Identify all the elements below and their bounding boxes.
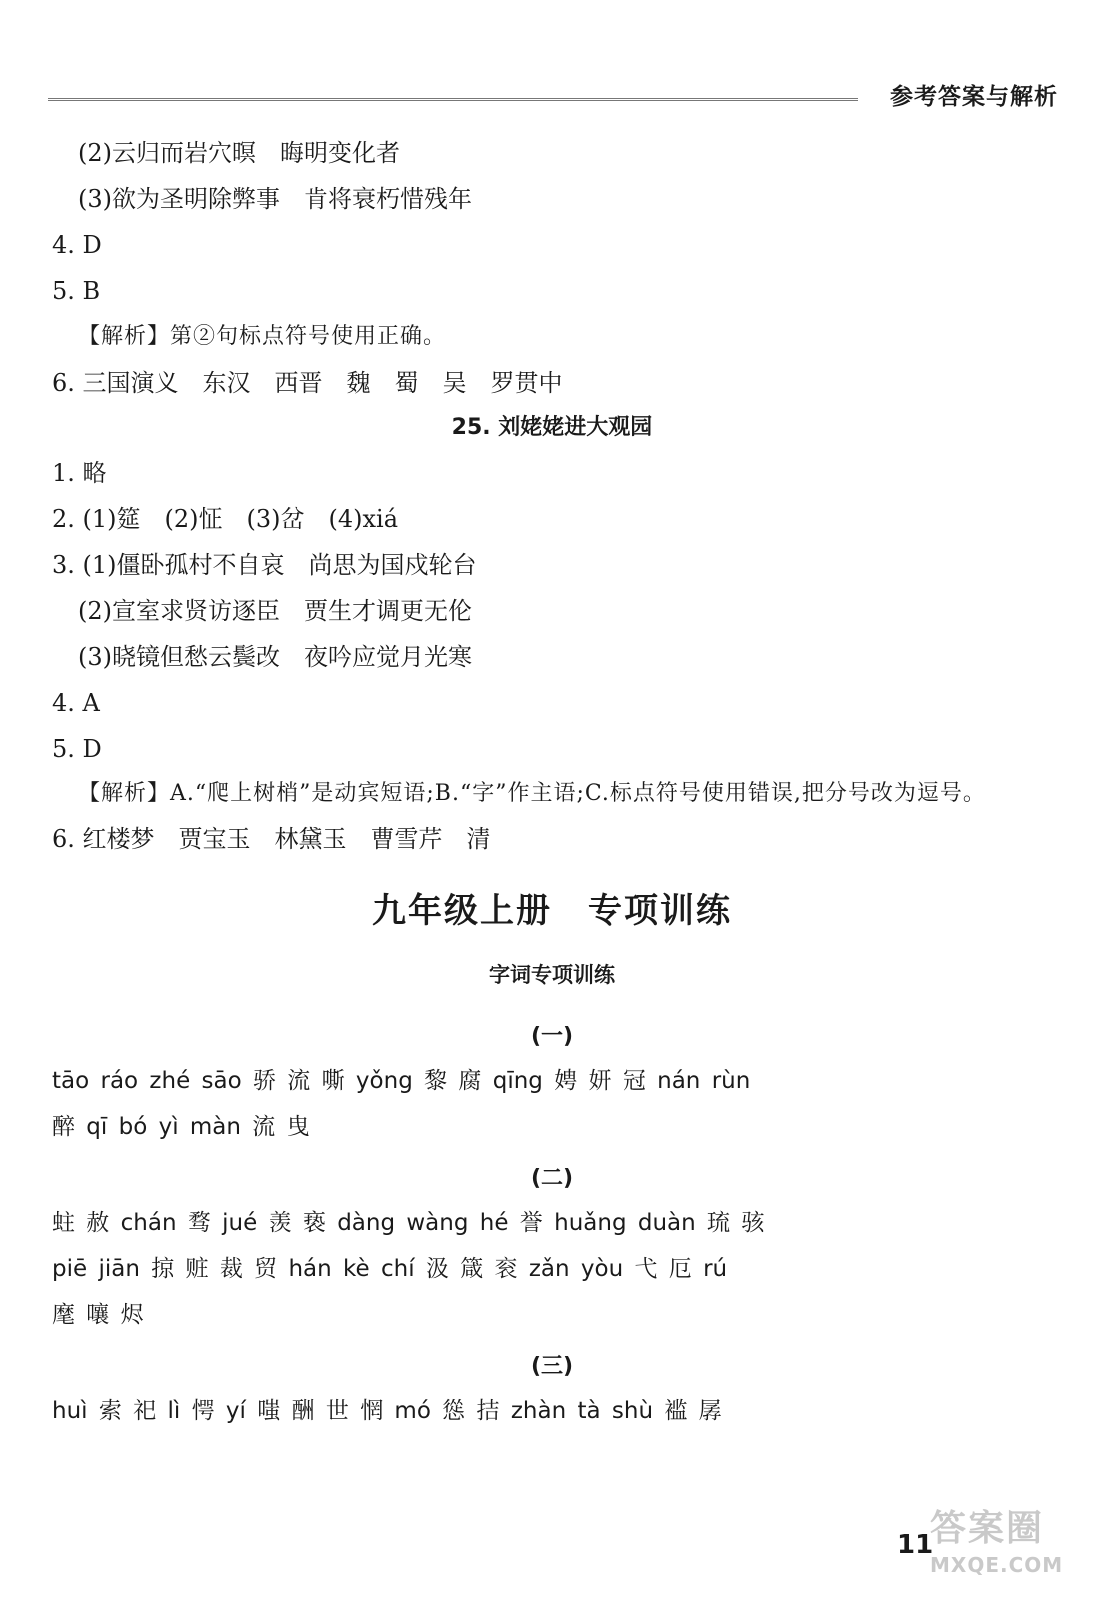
answer-line: (3)欲为圣明除弊事 肯将衰朽惜残年: [78, 185, 472, 213]
answer-line: 4. D: [52, 231, 102, 259]
pinyin-line: piē jiān 掠 赃 裁 贸 hán kè chí 汲 箴 衮 zǎn yòu 弋 厄 rú: [52, 1256, 728, 1282]
page-header: [48, 78, 1058, 118]
lesson-title: 25. 刘姥姥进大观园: [451, 415, 653, 440]
answer-line: (2)宣室求贤访逐臣 贾生才调更无伦: [78, 597, 472, 625]
watermark-text: 答案圈: [930, 1508, 1045, 1549]
group-title: (一): [530, 1024, 574, 1049]
page-number: 11: [897, 1530, 934, 1560]
header-rule: [48, 98, 858, 101]
section-title: 九年级上册 专项训练: [372, 891, 732, 931]
watermark-logo: [930, 1506, 1080, 1590]
pinyin-line: 蛀 赦 chán 骛 jué 羡 亵 dàng wàng hé 誉 huǎng duàn 琉 骇: [52, 1210, 765, 1236]
pinyin-line: huì 索 祀 lì 愕 yí 嗤 酬 世 惘 mó 慫 拮 zhàn tà shù 褴 孱: [52, 1398, 722, 1424]
pinyin-line: tāo ráo zhé sāo 骄 流 嘶 yǒng 黎 腐 qīng 娉 妍 冠 nán rùn: [52, 1068, 751, 1094]
answer-line: 5. D: [52, 735, 102, 763]
answer-line: 2. (1)筵 (2)怔 (3)岔 (4)xiá: [52, 505, 399, 533]
header-title: 参考答案与解析: [890, 84, 1058, 110]
page-content: [52, 130, 1052, 1434]
subsection-title: 字词专项训练: [489, 963, 615, 987]
pinyin-line: 麾 嚷 烬: [52, 1302, 144, 1328]
analysis-note: 【解析】A.“爬上树梢”是动宾短语;B.“字”作主语;C.标点符号使用错误,把分号改为逗号。: [78, 781, 986, 806]
watermark-url: MXQE.COM: [930, 1553, 1064, 1577]
analysis-note: 【解析】第②句标点符号使用正确。: [78, 324, 447, 349]
group-title: (二): [530, 1166, 574, 1191]
answer-line: (2)云归而岩穴暝 晦明变化者: [78, 139, 400, 167]
answer-line: 6. 三国演义 东汉 西晋 魏 蜀 吴 罗贯中: [52, 369, 563, 397]
answer-line: 5. B: [52, 277, 101, 305]
answer-line: 3. (1)僵卧孤村不自哀 尚思为国戍轮台: [52, 551, 477, 579]
answer-line: 6. 红楼梦 贾宝玉 林黛玉 曹雪芹 清: [52, 825, 491, 853]
pinyin-line: 醉 qī bó yì màn 流 曳: [52, 1114, 310, 1140]
answer-line: (3)晓镜但愁云鬓改 夜吟应觉月光寒: [78, 643, 472, 671]
answer-line: 1. 略: [52, 459, 107, 487]
answer-line: 4. A: [52, 689, 100, 717]
group-title: (三): [530, 1354, 574, 1379]
